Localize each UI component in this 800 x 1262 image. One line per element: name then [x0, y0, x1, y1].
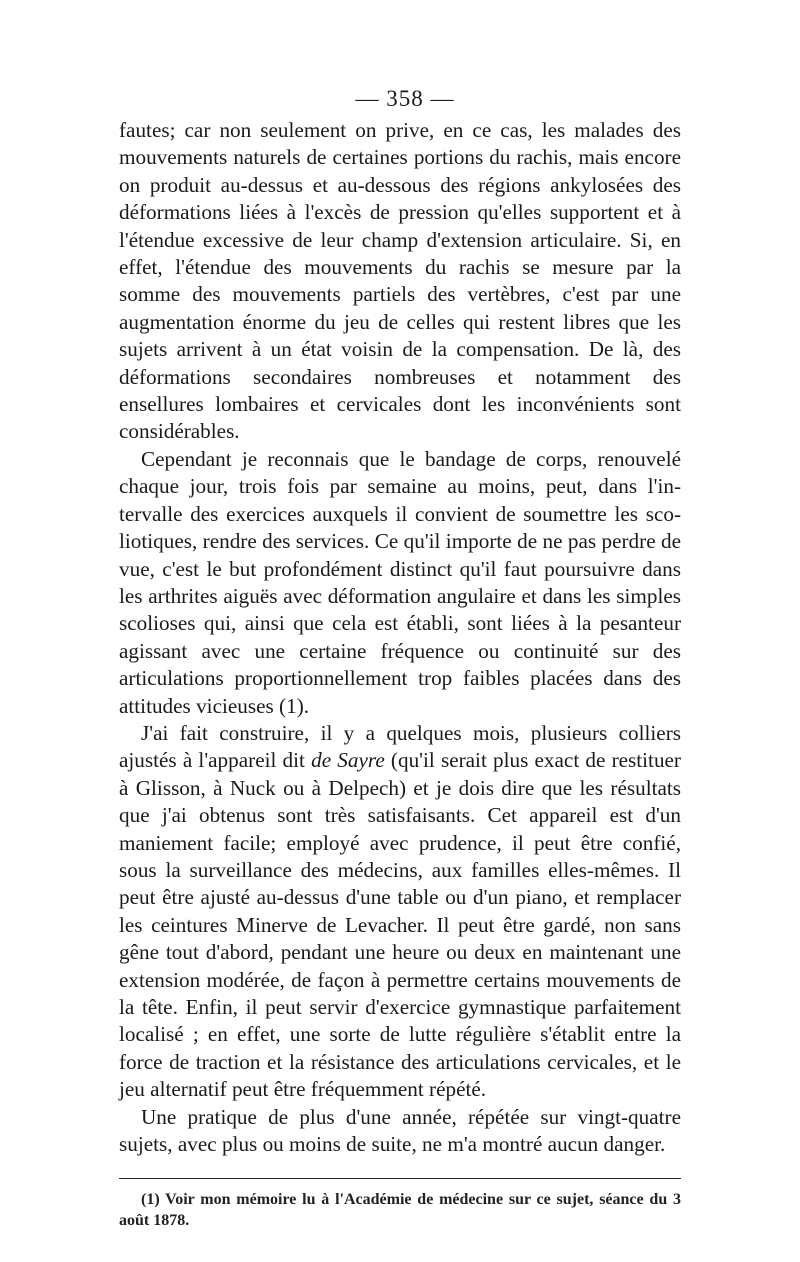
page-number: — 358 — [355, 86, 455, 111]
footnote: (1) Voir mon mémoire lu à l'Académie de médecine sur ce sujet, séance du 3 août 1878. [119, 1191, 681, 1230]
paragraph-2: Cependant je reconnais que le bandage de corps, renouvelé chaque jour, trois fois par semaine au moins, peut, dans l'intervalle des exercices auxquels il convient de soumettre les scoliotiques, rendre des services. Ce qu'il importe de ne pas perdre de vue, c'est le but profondément distinct qu'il faut poursuivre dans les arthrites aiguës avec déformation angulaire et dans les simples scolioses qui, ainsi que cela est établi, sont liées à la pesanteur agissant avec une certaine fréquence ou continuité sur des articulations proportionnellement trop faibles placées dans des attitudes vicieuses (1). [119, 446, 681, 718]
paragraph-4: Une pratique de plus d'une année, répétée sur vingt-quatre sujets, avec plus ou moins de suite, ne m'a montré aucun danger. [119, 1104, 681, 1157]
paragraph-3-start: J'ai fait construire, il y a quelques mois, plusieurs colliers ajustés à l'appareil dit [119, 720, 681, 773]
paragraph-1: fautes; car non seulement on prive, en ce cas, les malades des mouvements naturels de certaines portions du rachis, mais encore on produit au-dessus et au-dessous des régions ankylosées des déformations liées à l'excès de pression qu'elles supportent et à l'étendue excessive de leur champ d'extension articulaire. Si, en effet, l'étendue des mouvements du rachis se mesure par la somme des mouvements partiels des vertèbres, c'est par une augmentation énorme du jeu de celles qui restent libres que les sujets arrivent à un état voisin de la compensation. De là, des déformations secondaires nombreuses et notamment des ensellures lombaires et cervicales dont les inconvénients sont considérables. [119, 118, 681, 444]
paragraph-3 [119, 720, 681, 1104]
footnote-divider [119, 1178, 681, 1179]
body-text [119, 117, 681, 1158]
italic-term: de Sayre [311, 748, 385, 773]
paragraph-3-end: (qu'il serait plus exact de restituer à Glisson, à Nuck ou à Delpech) et je dois dire que les résultats que j'ai obtenus sont très satisfaisants. Cet appareil est d'un maniement facile; employé avec prudence, il peut être confié, sous la surveillance des médecins, aux familles elles-mêmes. Il peut être ajusté au-dessus d'une table ou d'un piano, et remplacer les ceintures Minerve de Levacher. Il peut être gardé, non sans gêne tout d'abord, pendant une heure ou deux en maintenant une extension modérée, de façon à permettre certains mouvements de la tête. Enfin, il peut servir d'exercice gymnastique parfaitement localisé ; en effet, une sorte de lutte régulière s'établit entre la force de traction et la résistance des articulations cervicales, et le jeu alternatif peut être fréquemment répété. [119, 748, 681, 1102]
book-page [119, 84, 681, 1231]
